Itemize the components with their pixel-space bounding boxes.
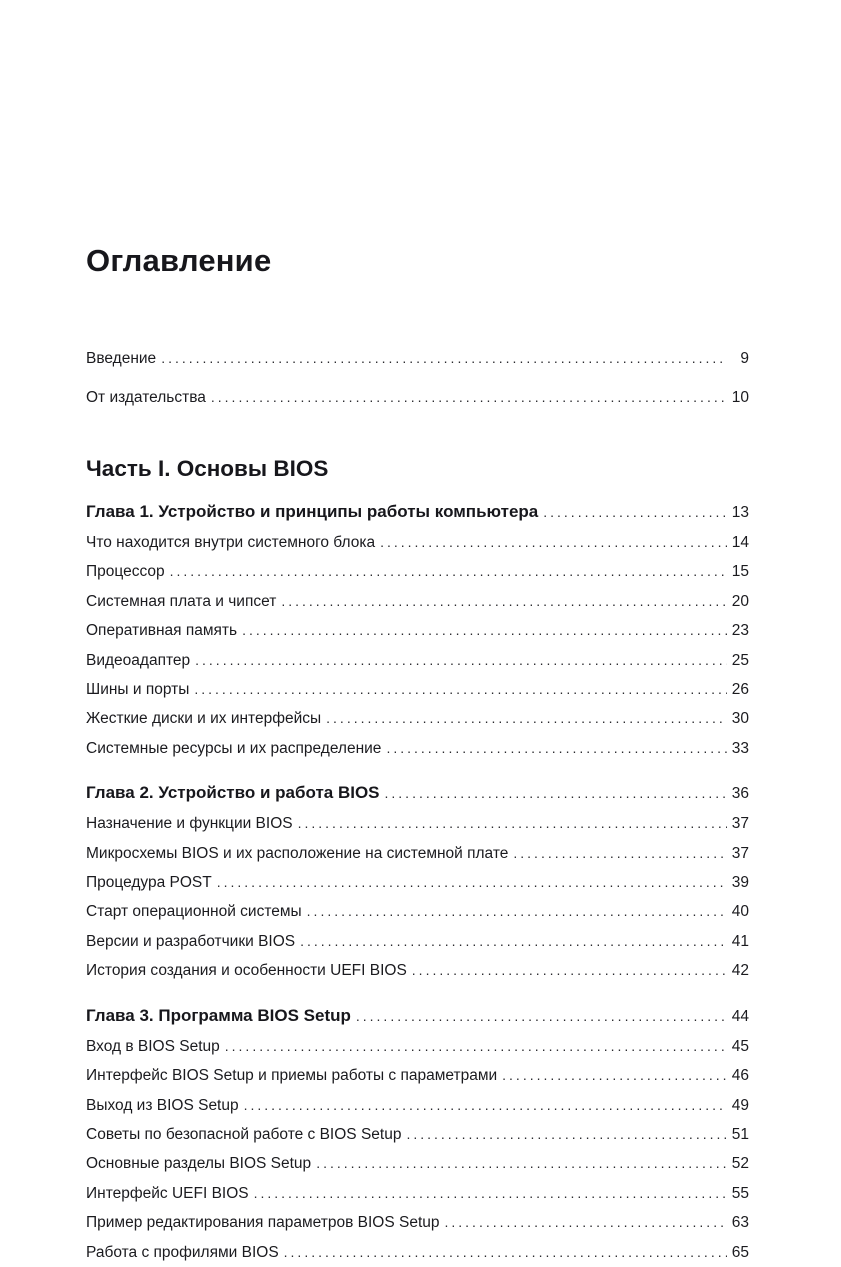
toc-page-number: 13 bbox=[731, 504, 749, 521]
dot-leader bbox=[293, 809, 727, 837]
dot-leader bbox=[538, 497, 727, 527]
toc-page-number: 52 bbox=[731, 1155, 749, 1173]
toc-row bbox=[86, 1149, 749, 1178]
dot-leader bbox=[239, 1091, 727, 1119]
dot-leader bbox=[189, 675, 727, 703]
toc-entry-label: Советы по безопасной работе с BIOS Setup bbox=[86, 1125, 402, 1143]
toc-page-number: 15 bbox=[731, 563, 749, 581]
toc-row bbox=[86, 646, 749, 675]
toc-row bbox=[86, 868, 749, 897]
dot-leader bbox=[295, 927, 727, 955]
toc-page-number: 55 bbox=[731, 1184, 749, 1202]
dot-leader bbox=[237, 616, 727, 644]
toc-row bbox=[86, 927, 749, 956]
toc-entry-label: Версии и разработчики BIOS bbox=[86, 932, 296, 950]
toc-page-number: 20 bbox=[731, 592, 749, 610]
toc-entry-label: Системные ресурсы и их распределение bbox=[86, 739, 382, 757]
toc-row bbox=[86, 528, 749, 557]
chapter-row bbox=[86, 1001, 749, 1032]
toc-page-number: 37 bbox=[731, 844, 749, 862]
toc-row bbox=[86, 897, 749, 926]
toc-row bbox=[86, 378, 749, 417]
toc-row bbox=[86, 809, 749, 838]
toc-row bbox=[86, 1208, 749, 1237]
toc-row bbox=[86, 1120, 749, 1149]
toc-page-number: 10 bbox=[731, 389, 749, 406]
dot-leader bbox=[190, 646, 727, 674]
dot-leader bbox=[440, 1208, 728, 1236]
toc-entry-label: От издательства bbox=[86, 389, 206, 406]
dot-leader bbox=[407, 956, 727, 984]
toc-entry-label: Жесткие диски и их интерфейсы bbox=[86, 710, 322, 728]
toc-entry-label: Что находится внутри системного блока bbox=[86, 534, 376, 551]
toc-row bbox=[86, 1061, 749, 1090]
toc-page-number: 40 bbox=[731, 903, 749, 921]
toc-row bbox=[86, 616, 749, 645]
dot-leader bbox=[508, 839, 727, 867]
toc-page-number: 44 bbox=[731, 1007, 749, 1025]
dot-leader bbox=[381, 734, 727, 762]
dot-leader bbox=[212, 868, 727, 896]
dot-leader bbox=[375, 528, 727, 556]
chapter-row bbox=[86, 778, 749, 809]
toc-entry-label: Глава 3. Программа BIOS Setup bbox=[86, 1005, 351, 1025]
dot-leader bbox=[276, 587, 727, 615]
part-heading bbox=[86, 455, 749, 482]
toc-entry-label: Глава 2. Устройство и работа BIOS bbox=[86, 783, 380, 803]
toc-page-number: 41 bbox=[731, 932, 749, 950]
toc-list bbox=[86, 339, 749, 1267]
dot-leader bbox=[351, 1001, 727, 1031]
toc-entry-label: Видеоадаптер bbox=[86, 651, 191, 669]
toc-row bbox=[86, 704, 749, 733]
chapter-row bbox=[86, 497, 749, 528]
dot-leader bbox=[220, 1032, 727, 1060]
toc-page-number: 42 bbox=[731, 962, 749, 980]
toc-entry-label: Назначение и функции BIOS bbox=[86, 815, 293, 833]
toc-entry-label: Микросхемы BIOS и их расположение на системной плате bbox=[86, 844, 509, 862]
toc-page-number: 63 bbox=[731, 1214, 749, 1232]
toc-entry-label: Шины и порты bbox=[86, 681, 190, 699]
toc-page-number: 65 bbox=[731, 1243, 749, 1261]
toc-entry-label: Процессор bbox=[86, 563, 165, 581]
toc-row bbox=[86, 339, 749, 378]
toc-row bbox=[86, 1238, 749, 1267]
toc-page-number: 36 bbox=[731, 785, 749, 803]
dot-leader bbox=[279, 1238, 727, 1266]
toc-page-number: 30 bbox=[731, 710, 749, 728]
toc-page-number: 25 bbox=[731, 651, 749, 669]
toc-entry-label: Интерфейс UEFI BIOS bbox=[86, 1184, 249, 1202]
dot-leader bbox=[321, 704, 727, 732]
toc-page-number: 45 bbox=[731, 1037, 749, 1055]
toc-entry-label: История создания и особенности UEFI BIOS bbox=[86, 962, 407, 980]
dot-leader bbox=[206, 378, 727, 416]
toc-entry-label: Вход в BIOS Setup bbox=[86, 1037, 220, 1055]
toc-entry-label: Выход из BIOS Setup bbox=[86, 1096, 239, 1114]
toc-entry-label: Работа с профилями BIOS bbox=[86, 1243, 279, 1261]
dot-leader bbox=[302, 897, 727, 925]
toc-row bbox=[86, 557, 749, 586]
toc-entry-label: Старт операционной системы bbox=[86, 903, 302, 921]
toc-row bbox=[86, 587, 749, 616]
toc-entry-label: Основные разделы BIOS Setup bbox=[86, 1155, 312, 1173]
toc-page-number: 33 bbox=[731, 739, 749, 757]
dot-leader bbox=[165, 557, 727, 585]
toc-row bbox=[86, 675, 749, 704]
toc-page-number: 49 bbox=[731, 1096, 749, 1114]
toc-row bbox=[86, 1032, 749, 1061]
toc-page-number: 26 bbox=[731, 681, 749, 699]
toc-entry-label: Процедура POST bbox=[86, 874, 212, 892]
toc-page-number: 51 bbox=[731, 1125, 749, 1143]
toc-page-number: 14 bbox=[731, 534, 749, 551]
toc-entry-label: Часть I. Основы BIOS bbox=[86, 456, 329, 481]
toc-row bbox=[86, 734, 749, 763]
toc-row bbox=[86, 839, 749, 868]
toc-entry-label: Глава 1. Устройство и принципы работы компьютера bbox=[86, 502, 539, 521]
toc-row bbox=[86, 1091, 749, 1120]
dot-leader bbox=[497, 1061, 727, 1089]
toc-page-number: 9 bbox=[740, 350, 749, 367]
toc-page-number: 46 bbox=[731, 1067, 749, 1085]
toc-page-number: 37 bbox=[731, 815, 749, 833]
toc-entry-label: Пример редактирования параметров BIOS Setup bbox=[86, 1214, 440, 1232]
toc-page-number: 23 bbox=[731, 622, 749, 640]
dot-leader bbox=[249, 1179, 727, 1207]
toc-row bbox=[86, 1179, 749, 1208]
dot-leader bbox=[311, 1149, 727, 1177]
toc-row bbox=[86, 956, 749, 985]
toc-entry-label: Введение bbox=[86, 350, 157, 367]
toc-entry-label: Системная плата и чипсет bbox=[86, 592, 277, 610]
toc-entry-label: Оперативная память bbox=[86, 622, 238, 640]
toc-page-number: 39 bbox=[731, 874, 749, 892]
toc-entry-label: Интерфейс BIOS Setup и приемы работы с параметрами bbox=[86, 1067, 498, 1085]
page-title: Оглавление bbox=[86, 243, 272, 278]
dot-leader bbox=[156, 339, 727, 377]
dot-leader bbox=[401, 1120, 727, 1148]
dot-leader bbox=[380, 778, 727, 808]
